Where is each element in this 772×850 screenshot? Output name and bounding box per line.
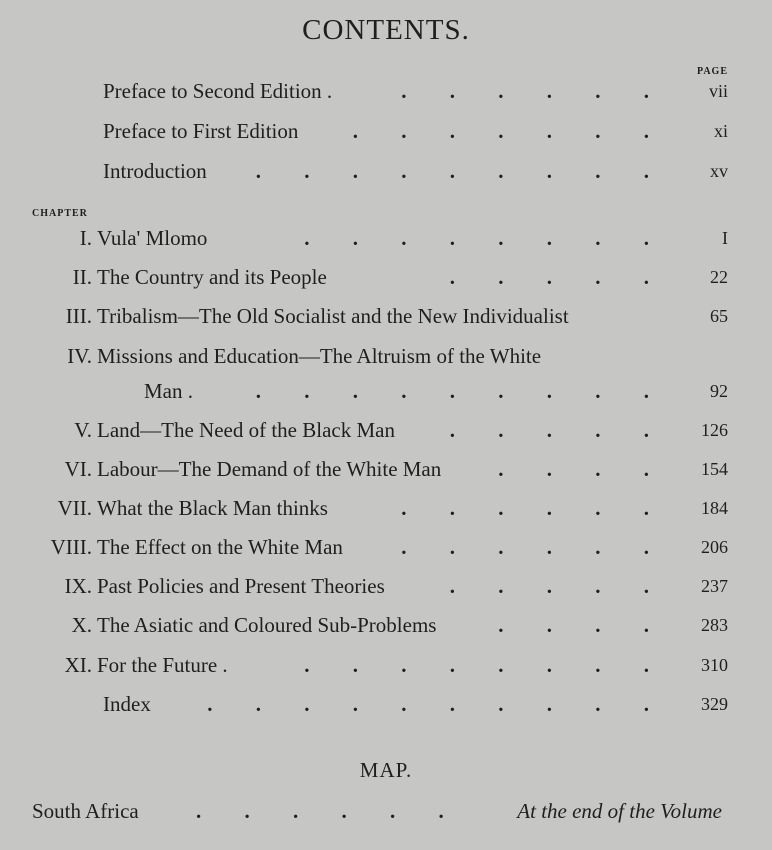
toc-title: Introduction	[103, 159, 207, 183]
index-title: Index	[103, 692, 151, 716]
chapter-column-label: CHAPTER	[32, 208, 88, 219]
toc-leader-dots: . . . . . . .	[352, 119, 668, 143]
toc-leader-dots: . . . . . . . .	[304, 653, 668, 677]
chapter-page-number: 126	[701, 420, 728, 440]
chapter-title: Vula' Mlomo	[97, 226, 208, 250]
toc-title: Preface to Second Edition .	[103, 79, 333, 103]
contents-heading: CONTENTS.	[302, 14, 470, 46]
toc-leader-dots: . . . . . .	[401, 496, 668, 520]
toc-title: Preface to First Edition	[103, 119, 299, 143]
chapter-entry	[0, 610, 772, 640]
page-column-label: PAGE	[696, 66, 728, 77]
chapter-title: Man .	[144, 379, 193, 403]
chapter-title: Tribalism—The Old Socialist and the New Individualist	[97, 304, 569, 328]
toc-entry	[0, 156, 772, 186]
chapter-title: The Effect on the White Man	[97, 535, 343, 559]
chapter-number: V.	[74, 418, 92, 442]
chapter-title: The Country and its People	[97, 265, 327, 289]
map-entry	[0, 796, 772, 826]
toc-leader-dots: . . . . . . . .	[304, 226, 668, 250]
chapter-page-number: 184	[701, 498, 728, 518]
map-heading: MAP.	[359, 758, 413, 782]
chapter-page-number: I	[722, 228, 728, 248]
chapter-page-number: 22	[710, 267, 728, 287]
toc-page-number: xi	[713, 121, 728, 141]
chapter-page-number: 310	[701, 655, 728, 675]
toc-leader-dots: . . . . . . . . .	[255, 159, 668, 183]
chapter-page-number: 206	[701, 537, 728, 557]
chapter-page-number: 65	[710, 306, 728, 326]
chapter-number: VII.	[57, 496, 92, 520]
toc-page-number: vii	[708, 81, 728, 101]
chapter-number: XI.	[64, 653, 92, 677]
chapter-title: Labour—The Demand of the White Man	[97, 457, 442, 481]
chapter-number: VIII.	[50, 535, 92, 559]
chapter-entry-continuation	[0, 376, 772, 406]
chapter-number: II.	[72, 265, 92, 289]
chapter-entry	[0, 650, 772, 680]
chapter-number: VI.	[64, 457, 92, 481]
chapter-page-number: 154	[701, 459, 728, 479]
toc-leader-dots: . . . . . .	[401, 535, 668, 559]
chapter-entry	[0, 262, 772, 292]
index-entry	[0, 689, 772, 719]
chapter-page-number: 237	[701, 576, 728, 596]
chapter-entry	[0, 493, 772, 523]
toc-leader-dots: . . . . . . . . . .	[207, 692, 668, 716]
chapter-entry	[0, 571, 772, 601]
toc-leader-dots: . . . . .	[449, 265, 668, 289]
chapter-title: Past Policies and Present Theories	[97, 574, 385, 598]
chapter-number: X.	[71, 613, 92, 637]
chapter-number: I.	[79, 226, 92, 250]
toc-leader-dots: . . . .	[498, 613, 668, 637]
chapter-title: Missions and Education—The Altruism of the White	[97, 344, 542, 368]
toc-leader-dots: . . . . .	[449, 574, 668, 598]
chapter-page-number: 283	[701, 615, 728, 635]
toc-page-number: xv	[710, 161, 728, 181]
chapter-title: For the Future .	[97, 653, 228, 677]
toc-leader-dots: . . . .	[498, 457, 668, 481]
chapter-entry	[0, 532, 772, 562]
toc-entry	[0, 76, 772, 106]
chapter-number: III.	[65, 304, 92, 328]
map-location: At the end of the Volume	[517, 799, 722, 823]
toc-leader-dots: . . . . .	[449, 418, 668, 442]
chapter-entry	[0, 223, 772, 253]
chapter-title: What the Black Man thinks	[97, 496, 328, 520]
toc-leader-dots: . . . . . .	[401, 79, 668, 103]
chapter-entry	[0, 341, 772, 371]
chapter-title: The Asiatic and Coloured Sub-Problems	[97, 613, 437, 637]
chapter-number: IV.	[67, 344, 92, 368]
toc-leader-dots: . . . . . . . . .	[255, 379, 668, 403]
toc-entry	[0, 116, 772, 146]
index-page-number: 329	[701, 694, 728, 714]
chapter-entry	[0, 301, 772, 331]
chapter-page-number: 92	[710, 381, 728, 401]
chapter-entry	[0, 415, 772, 445]
chapter-number: IX.	[64, 574, 92, 598]
toc-leader-dots: . . . . . .	[196, 799, 463, 823]
chapter-entry	[0, 454, 772, 484]
chapter-title: Land—The Need of the Black Man	[97, 418, 395, 442]
map-title: South Africa	[32, 799, 139, 823]
